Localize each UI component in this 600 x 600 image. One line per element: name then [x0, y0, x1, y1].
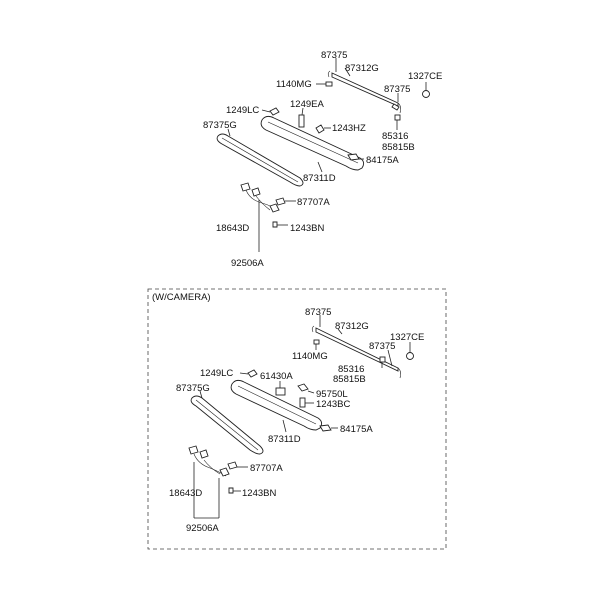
- pad-84175A: [348, 154, 364, 160]
- nut-1327CE: [423, 82, 430, 98]
- label-85316: 85316: [382, 131, 409, 142]
- camera-label-1249LC: 1249LC: [200, 368, 234, 379]
- label-1327CE: 1327CE: [408, 71, 443, 82]
- camera-assembly: [148, 289, 446, 549]
- screw-1249LC: [262, 108, 279, 115]
- camera-bolt-1243BC: [300, 398, 314, 407]
- label-1243BN: 1243BN: [290, 223, 325, 234]
- camera-label-1243BC: 1243BC: [316, 399, 351, 410]
- camera-side-trim-87375G: [191, 396, 263, 454]
- camera-clip-1140MG: [314, 340, 319, 350]
- camera-label-84175A: 84175A: [340, 424, 373, 435]
- label-92506A: 92506A: [231, 258, 264, 269]
- camera-label-87375G: 87375G: [176, 383, 210, 394]
- label-87707A: 87707A: [297, 197, 330, 208]
- label-87375G: 87375G: [203, 120, 237, 131]
- clip-1140MG: [316, 82, 332, 86]
- label-84175A: 84175A: [366, 155, 399, 166]
- fastener-85316: [395, 115, 400, 130]
- label-1249LC: 1249LC: [226, 105, 260, 116]
- camera-label-95750L: 95750L: [316, 389, 348, 400]
- label-1249EA: 1249EA: [290, 99, 324, 110]
- camera-label-92506A: 92506A: [186, 523, 219, 534]
- label-87375-b: 87375: [384, 84, 411, 95]
- camera-label-18643D: 18643D: [169, 488, 203, 499]
- label-1243HZ: 1243HZ: [332, 123, 366, 134]
- bolt-1243HZ: [316, 125, 331, 133]
- camera-nut-1327CE: [407, 342, 414, 360]
- label-87375-a: 87375: [321, 50, 348, 61]
- camera-label-87311D: 87311D: [268, 434, 301, 445]
- bolt-1249EA: [299, 108, 304, 127]
- camera-label-85815B: 85815B: [333, 374, 366, 385]
- camera-screw-1243BN: [229, 488, 241, 493]
- screw-1243BN: [273, 222, 288, 227]
- camera-label-87375-a: 87375: [305, 307, 332, 318]
- label-18643D: 18643D: [216, 223, 250, 234]
- label-85815B: 85815B: [382, 142, 415, 153]
- camera-variant-title: (W/CAMERA): [152, 292, 211, 303]
- wiring-harness-18643D: [241, 183, 296, 252]
- camera-wiring-harness-18643D: [189, 446, 248, 518]
- label-87312G: 87312G: [345, 63, 379, 74]
- camera-label-61430A: 61430A: [260, 371, 293, 382]
- label-1140MG: 1140MG: [276, 79, 312, 90]
- camera-pad-84175A: [320, 425, 338, 431]
- top-assembly: [203, 50, 442, 269]
- camera-label-87375-b: 87375: [369, 341, 396, 352]
- camera-screw-1249LC: [240, 370, 257, 377]
- camera-label-1243BN: 1243BN: [242, 488, 277, 499]
- label-87311D: 87311D: [303, 173, 336, 184]
- side-trim-87375G: [217, 134, 303, 186]
- camera-label-1327CE: 1327CE: [390, 332, 425, 343]
- camera-module-61430A: [276, 381, 285, 395]
- camera-label-87707A: 87707A: [250, 463, 283, 474]
- camera-label-1140MG: 1140MG: [292, 351, 328, 362]
- camera-bracket-95750L: [298, 384, 314, 393]
- camera-label-85316: 85316: [338, 364, 365, 375]
- camera-label-87312G: 87312G: [335, 321, 369, 332]
